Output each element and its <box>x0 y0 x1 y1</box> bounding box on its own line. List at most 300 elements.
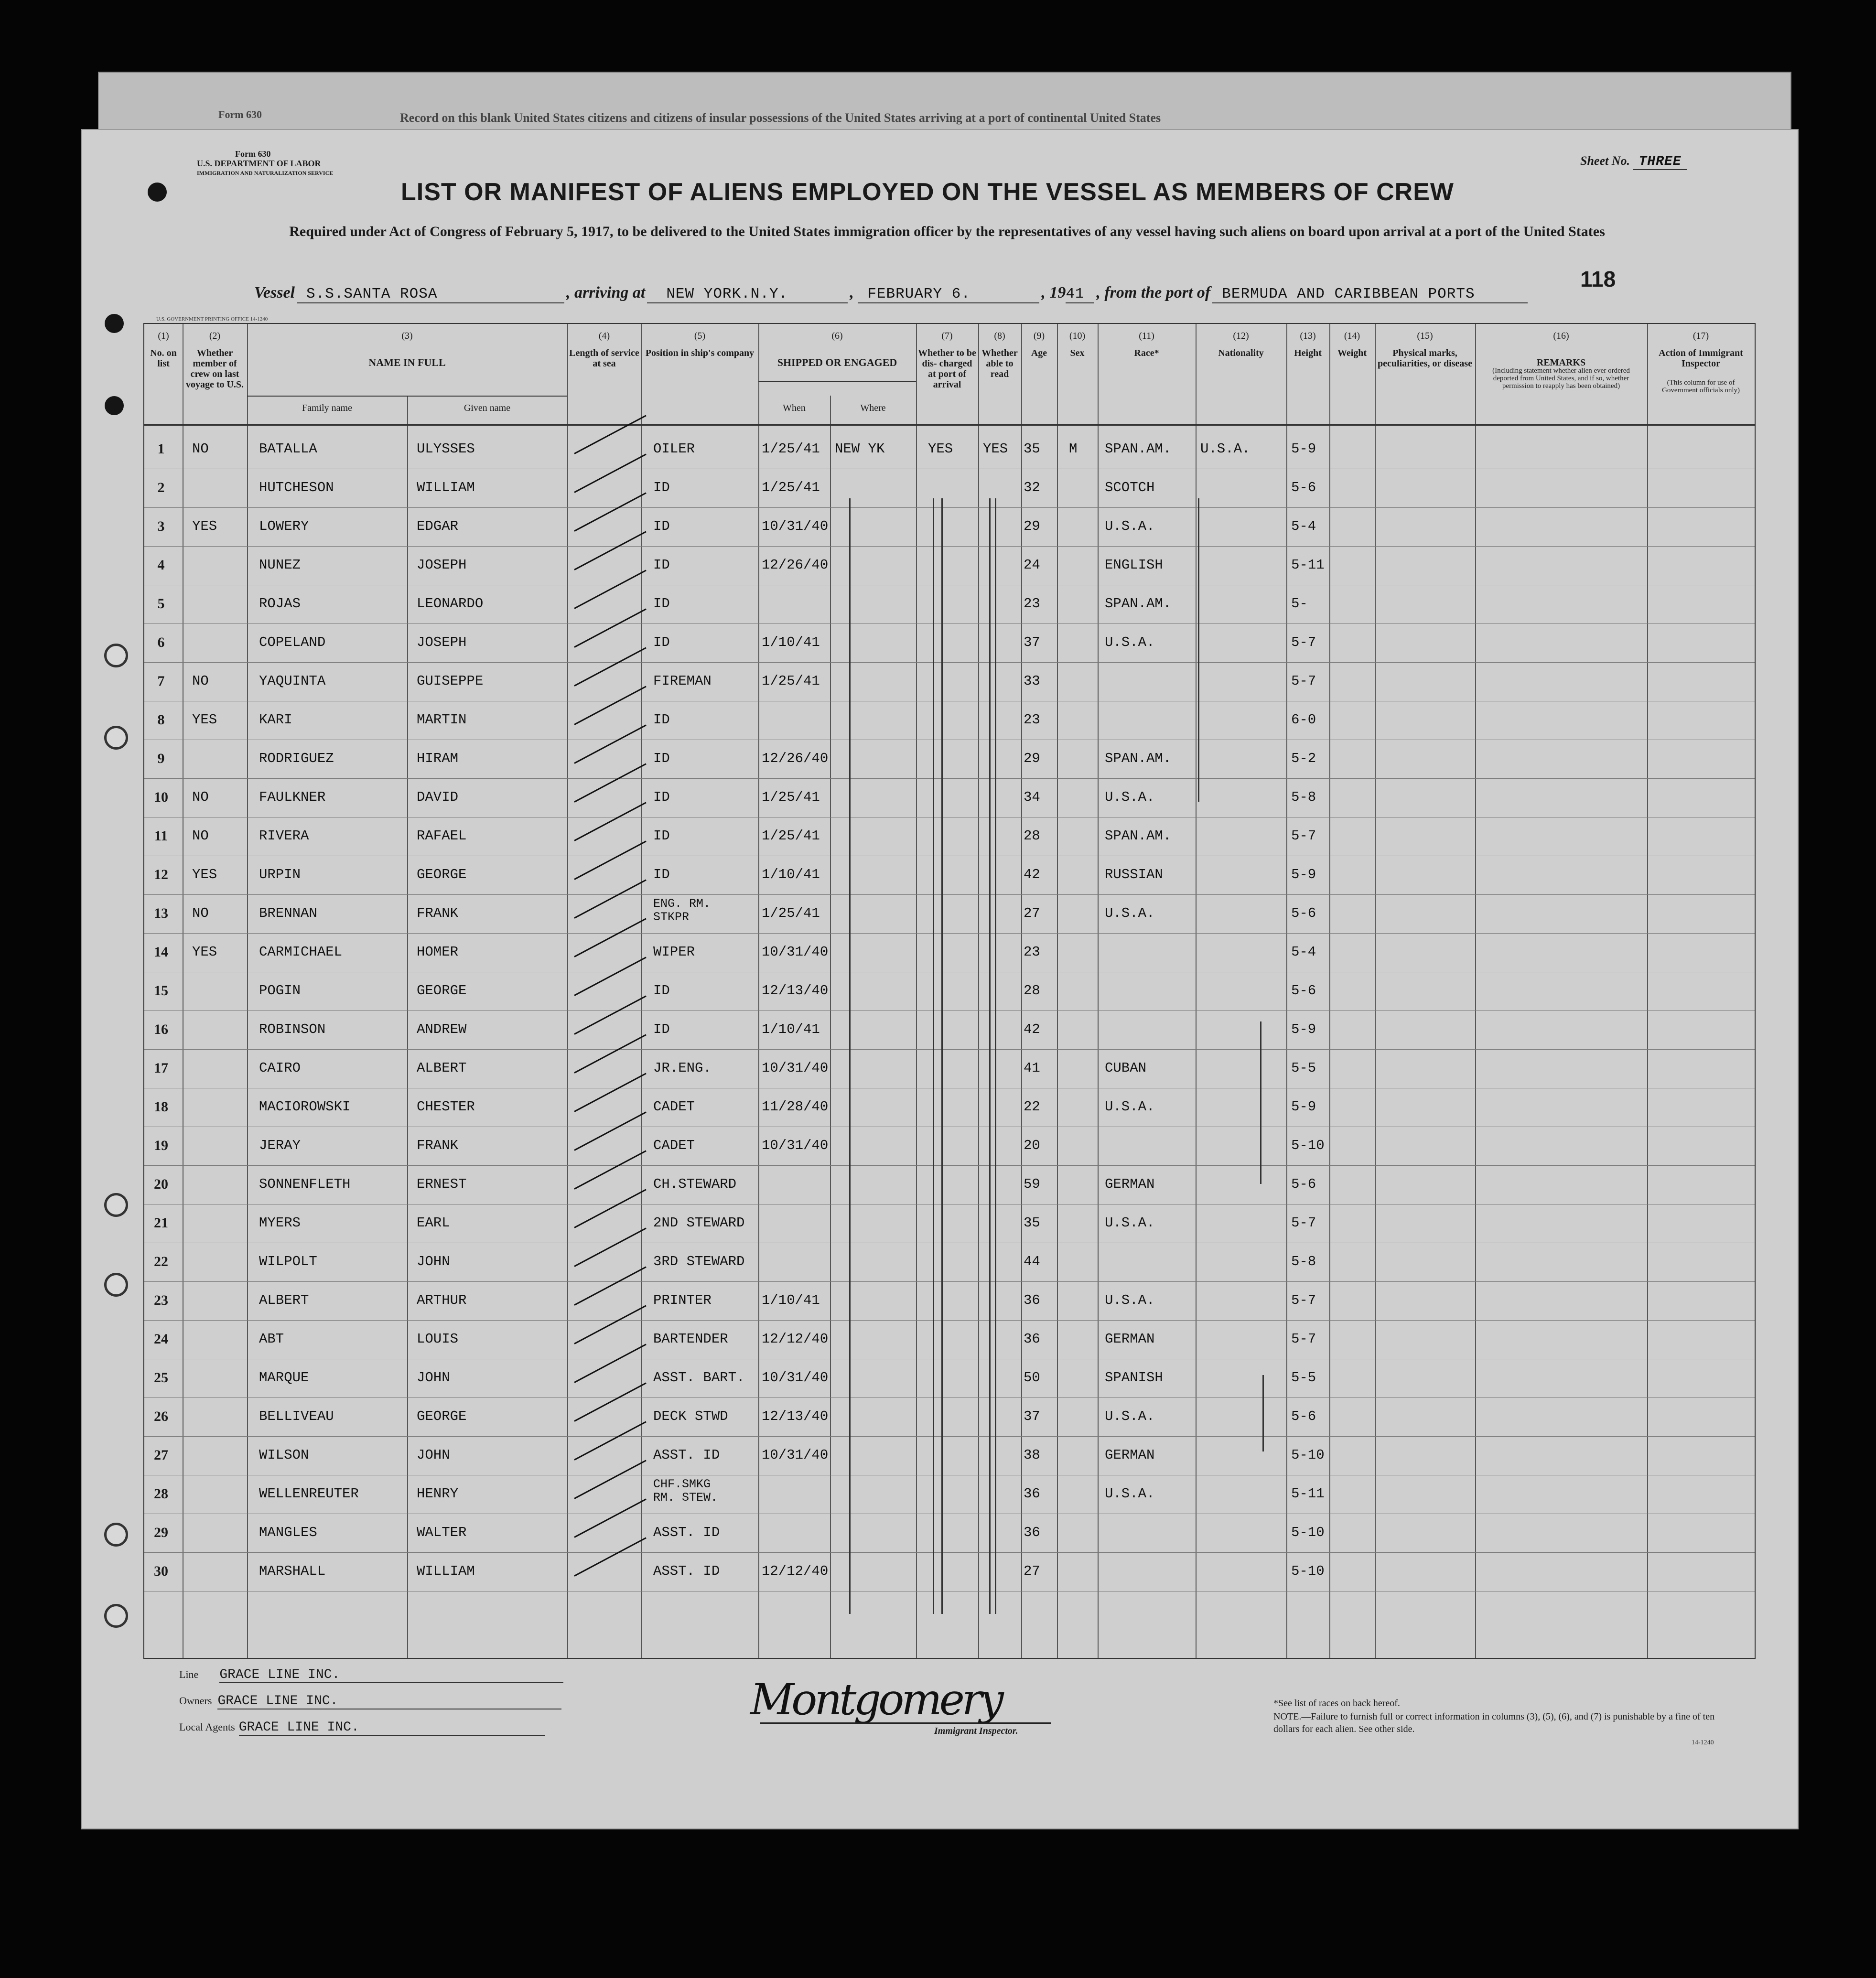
length-of-service-mark <box>574 686 647 725</box>
line-field <box>179 1667 563 1683</box>
age-cell: 37 <box>1024 634 1040 650</box>
form-number: Form 630 <box>235 149 271 159</box>
column-divider <box>1021 324 1022 1658</box>
shipped-when-cell: 12/26/40 <box>762 557 829 573</box>
age-cell: 44 <box>1024 1254 1040 1269</box>
row-divider <box>144 1552 1755 1553</box>
position-cell: ASST. ID <box>653 1563 720 1579</box>
inspector-signature: Montgomery <box>750 1675 1001 1725</box>
row-number: 24 <box>154 1331 168 1347</box>
race-cell: U.S.A. <box>1105 1486 1155 1502</box>
given-name-cell: EDGAR <box>417 518 459 534</box>
column-header-c17: Action of Immigrant Inspector <box>1659 348 1743 369</box>
shipped-when-cell: 12/26/40 <box>762 751 829 766</box>
family-name-cell: HUTCHESON <box>259 480 334 495</box>
given-name-cell: ARTHUR <box>417 1292 467 1308</box>
column-number: (14) <box>1344 331 1360 341</box>
race-cell: U.S.A. <box>1105 1292 1155 1308</box>
length-of-service-mark <box>574 1189 647 1228</box>
row-divider <box>144 662 1755 663</box>
family-name-cell: BATALLA <box>259 441 317 457</box>
age-cell: 22 <box>1024 1099 1040 1115</box>
printing-office: U.S. GOVERNMENT PRINTING OFFICE 14-1240 <box>156 316 268 322</box>
row-divider <box>144 1010 1755 1011</box>
row-divider <box>144 933 1755 934</box>
punch-hole <box>105 396 124 415</box>
length-of-service-mark <box>574 1344 647 1383</box>
row-number: 11 <box>154 828 168 844</box>
row-number: 28 <box>154 1486 168 1502</box>
age-cell: 42 <box>1024 867 1040 882</box>
given-name-cell: GEORGE <box>417 983 467 999</box>
age-cell: 41 <box>1024 1060 1040 1076</box>
family-name-cell: CAIRO <box>259 1060 301 1076</box>
position-cell: ID <box>653 983 670 999</box>
given-name-cell: HIRAM <box>417 751 459 766</box>
given-name-cell: ULYSSES <box>417 441 475 457</box>
age-cell: 42 <box>1024 1021 1040 1037</box>
row-number: 27 <box>154 1447 168 1463</box>
position-cell: ID <box>653 867 670 882</box>
row-number: 9 <box>157 751 165 766</box>
agents-field <box>179 1720 545 1736</box>
shipped-when-cell: 1/10/41 <box>762 634 820 650</box>
column-header-c5: Position in ship's company <box>645 348 755 358</box>
position-cell: ID <box>653 712 670 728</box>
given-name-cell: EARL <box>417 1215 450 1231</box>
row-number: 2 <box>157 480 165 495</box>
given-name-cell: JOHN <box>417 1447 450 1463</box>
column-number: (5) <box>694 331 706 341</box>
signature-line <box>760 1722 1051 1724</box>
length-of-service-mark <box>574 1421 647 1460</box>
race-cell: SPANISH <box>1105 1370 1163 1386</box>
ditto-line <box>989 498 991 1614</box>
column-header-c8: Whether able to read <box>981 348 1018 379</box>
race-cell: SPAN.AM. <box>1105 596 1172 612</box>
height-cell: 5-8 <box>1291 1254 1316 1269</box>
given-name-cell: ERNEST <box>417 1176 467 1192</box>
given-name-cell: ALBERT <box>417 1060 467 1076</box>
race-cell: SPAN.AM. <box>1105 828 1172 844</box>
age-cell: 33 <box>1024 673 1040 689</box>
row-number: 21 <box>154 1215 168 1231</box>
row-number: 16 <box>154 1021 168 1037</box>
column-divider <box>1647 324 1648 1658</box>
age-cell: 28 <box>1024 983 1040 999</box>
length-of-service-mark <box>574 763 647 802</box>
given-name-cell: LEONARDO <box>417 596 484 612</box>
nationality-cell: U.S.A. <box>1200 441 1251 457</box>
given-name-cell: FRANK <box>417 905 459 921</box>
race-cell: U.S.A. <box>1105 905 1155 921</box>
penalty-note: NOTE.—Failure to furnish full or correct information in columns (3), (5), (6), and (7) is punishable by a fine of ten dollars for each alien. See other side. <box>1273 1711 1715 1734</box>
column-header-c16: REMARKS <box>1536 357 1586 368</box>
family-name-cell: BRENNAN <box>259 905 317 921</box>
height-cell: 5-2 <box>1291 751 1316 766</box>
from-port-label: , from the port of <box>1096 284 1211 301</box>
family-name-cell: RIVERA <box>259 828 309 844</box>
column-number: (8) <box>994 331 1005 341</box>
back-header-text: Record on this blank United States citizens and citizens of insular possessions of the United States arriving at a port of continental United States <box>400 111 1161 125</box>
service-name: IMMIGRATION AND NATURALIZATION SERVICE <box>197 170 334 176</box>
shipped-when-cell: 10/31/40 <box>762 944 829 960</box>
shipped-when-cell: 1/25/41 <box>762 441 820 457</box>
binder-ring <box>104 1604 128 1628</box>
row-number: 18 <box>154 1099 168 1115</box>
column-number: (15) <box>1417 331 1433 341</box>
column-number: (3) <box>401 331 413 341</box>
column-header-c6: SHIPPED OR ENGAGED <box>777 356 897 368</box>
age-cell: 36 <box>1024 1486 1040 1502</box>
vessel-line: Vessel S.S.SANTA ROSA , arriving at NEW YORK.N.Y. , FEBRUARY 6. , 1941 , from the port of BERMUDA AND CARIBBEAN PORTS <box>254 284 1528 303</box>
binder-ring <box>104 1523 128 1547</box>
arrival-port: NEW YORK.N.Y. <box>647 286 848 303</box>
family-name-cell: WELLENREUTER <box>259 1486 359 1502</box>
length-of-service-mark <box>574 802 647 841</box>
family-name-cell: ROBINSON <box>259 1021 326 1037</box>
length-of-service-mark <box>574 608 647 647</box>
family-name-cell: ABT <box>259 1331 284 1347</box>
height-cell: 5-11 <box>1291 557 1325 573</box>
row-divider <box>144 778 1755 779</box>
row-divider <box>144 507 1755 508</box>
shipped-when-cell: 1/25/41 <box>762 789 820 805</box>
height-cell: 5-10 <box>1291 1525 1325 1540</box>
family-name-cell: LOWERY <box>259 518 309 534</box>
shipped-when-cell: 1/10/41 <box>762 1021 820 1037</box>
stamp-number: 118 <box>1580 267 1616 291</box>
owners-label: Owners <box>179 1695 212 1707</box>
height-cell: 5-10 <box>1291 1138 1325 1153</box>
header-divider <box>144 424 1755 426</box>
race-cell: RUSSIAN <box>1105 867 1163 882</box>
given-name-cell: JOSEPH <box>417 557 467 573</box>
length-of-service-mark <box>574 918 647 957</box>
given-name-cell: WALTER <box>417 1525 467 1540</box>
family-name-cell: WILSON <box>259 1447 309 1463</box>
position-cell: FIREMAN <box>653 673 712 689</box>
race-cell: U.S.A. <box>1105 518 1155 534</box>
ditto-line <box>849 498 851 1614</box>
family-name-cell: URPIN <box>259 867 301 882</box>
position-cell: ID <box>653 828 670 844</box>
ditto-line <box>1262 1375 1264 1451</box>
column-header-c11: Race* <box>1134 348 1159 358</box>
age-cell: 36 <box>1024 1331 1040 1347</box>
arrival-year: 41 <box>1066 286 1094 303</box>
length-of-service-mark <box>574 1034 647 1073</box>
owners-value: GRACE LINE INC. <box>217 1694 561 1709</box>
prior-voyage-cell: YES <box>192 867 217 882</box>
column-divider <box>1286 324 1287 1658</box>
column-number: (10) <box>1069 331 1086 341</box>
race-cell: U.S.A. <box>1105 1408 1155 1424</box>
age-cell: 34 <box>1024 789 1040 805</box>
binder-ring <box>104 644 128 667</box>
age-cell: 36 <box>1024 1292 1040 1308</box>
position-cell: ASST. ID <box>653 1525 720 1540</box>
ditto-line <box>1198 498 1199 802</box>
given-name-cell: JOHN <box>417 1370 450 1386</box>
column-header-c7: Whether to be dis- charged at port of arrival <box>918 348 976 390</box>
arrival-date: FEBRUARY 6. <box>858 286 1039 303</box>
inspector-subheader: (This column for use of Government officials only) <box>1661 379 1740 394</box>
races-note: *See list of races on back hereof. <box>1273 1698 1400 1709</box>
position-cell: ID <box>653 596 670 612</box>
shipped-when-cell: 1/25/41 <box>762 673 820 689</box>
column-number: (2) <box>209 331 221 341</box>
column-header-c2: Whether member of crew on last voyage to U.S. <box>185 348 244 390</box>
length-of-service-mark <box>574 1073 647 1112</box>
row-number: 13 <box>154 905 168 921</box>
binder-ring <box>104 726 128 750</box>
position-cell: ID <box>653 634 670 650</box>
row-number: 8 <box>157 712 165 728</box>
prior-voyage-cell: YES <box>192 712 217 728</box>
family-name-cell: SONNENFLETH <box>259 1176 351 1192</box>
position-cell: ID <box>653 518 670 534</box>
family-name-cell: BELLIVEAU <box>259 1408 334 1424</box>
race-cell: GERMAN <box>1105 1331 1155 1347</box>
column-header-c4: Length of service at sea <box>569 348 639 369</box>
position-cell: BARTENDER <box>653 1331 728 1347</box>
family-name-cell: MACIOROWSKI <box>259 1099 351 1115</box>
family-name-cell: WILPOLT <box>259 1254 317 1269</box>
remarks-subheader: (Including statement whether alien ever ordered deported from United States, and if so, whether permission to reapply has been obtained) <box>1492 367 1630 390</box>
height-cell: 5-6 <box>1291 1408 1316 1424</box>
height-cell: 5-6 <box>1291 480 1316 495</box>
age-cell: 35 <box>1024 441 1040 457</box>
column-number: (11) <box>1139 331 1154 341</box>
length-of-service-mark <box>574 1266 647 1305</box>
prior-voyage-cell: NO <box>192 789 209 805</box>
age-cell: 29 <box>1024 751 1040 766</box>
position-cell: ID <box>653 557 670 573</box>
length-of-service-mark <box>574 1460 647 1499</box>
height-cell: 5-6 <box>1291 983 1316 999</box>
header-subdivider <box>758 381 916 382</box>
inspector-label: Immigrant Inspector. <box>934 1726 1018 1736</box>
prior-voyage-cell: NO <box>192 828 209 844</box>
position-cell: CH.STEWARD <box>653 1176 737 1192</box>
height-cell: 5-7 <box>1291 673 1316 689</box>
length-of-service-mark <box>574 995 647 1034</box>
position-cell: ID <box>653 1021 670 1037</box>
ditto-line <box>941 498 943 1614</box>
column-header-c9: Age <box>1031 348 1047 358</box>
column-header-c12: Nationality <box>1218 348 1264 358</box>
length-of-service-mark <box>574 1150 647 1189</box>
prior-voyage-cell: NO <box>192 673 209 689</box>
column-header-c10: Sex <box>1070 348 1085 358</box>
column-divider <box>916 324 917 1658</box>
length-of-service-mark <box>574 1498 647 1537</box>
sheet-number-label: Sheet No. <box>1580 154 1630 168</box>
age-cell: 59 <box>1024 1176 1040 1192</box>
length-of-service-mark <box>574 1382 647 1421</box>
given-name-cell: CHESTER <box>417 1099 475 1115</box>
family-name-cell: NUNEZ <box>259 557 301 573</box>
punch-hole <box>148 183 167 202</box>
column-divider <box>1057 324 1058 1658</box>
length-of-service-mark <box>574 840 647 880</box>
binder-ring <box>104 1193 128 1217</box>
vessel-name: S.S.SANTA ROSA <box>297 286 564 303</box>
family-name-cell: MYERS <box>259 1215 301 1231</box>
age-cell: 37 <box>1024 1408 1040 1424</box>
row-number: 4 <box>157 557 165 573</box>
shipped-when-cell: 12/13/40 <box>762 1408 829 1424</box>
row-number: 22 <box>154 1254 168 1269</box>
position-cell: ID <box>653 480 670 495</box>
row-divider <box>144 1320 1755 1321</box>
length-of-service-mark <box>574 415 647 454</box>
row-number: 20 <box>154 1176 168 1192</box>
length-of-service-mark <box>574 570 647 609</box>
row-divider <box>144 546 1755 547</box>
ditto-line <box>933 498 934 1614</box>
given-name-cell: WILLIAM <box>417 480 475 495</box>
height-cell: 6-0 <box>1291 712 1316 728</box>
prior-voyage-cell: NO <box>192 441 209 457</box>
line-value: GRACE LINE INC. <box>219 1667 563 1683</box>
age-cell: 35 <box>1024 1215 1040 1231</box>
length-of-service-mark <box>574 1227 647 1267</box>
row-divider <box>144 1165 1755 1166</box>
able-to-read-cell: YES <box>983 441 1008 457</box>
height-cell: 5-9 <box>1291 1099 1316 1115</box>
shipped-when-cell: 12/12/40 <box>762 1331 829 1347</box>
given-name-cell: GEORGE <box>417 867 467 882</box>
given-name-cell: LOUIS <box>417 1331 459 1347</box>
height-cell: 5-11 <box>1291 1486 1325 1502</box>
column-header-c13: Height <box>1294 348 1322 358</box>
position-cell: JR.ENG. <box>653 1060 712 1076</box>
length-of-service-mark <box>574 531 647 570</box>
shipped-when-cell: 11/28/40 <box>762 1099 829 1115</box>
ditto-line <box>995 498 996 1614</box>
family-name-cell: FAULKNER <box>259 789 326 805</box>
when-header: When <box>783 403 806 413</box>
arriving-label: , arriving at <box>566 284 646 301</box>
height-cell: 5-8 <box>1291 789 1316 805</box>
row-number: 17 <box>154 1060 168 1076</box>
race-cell: GERMAN <box>1105 1176 1155 1192</box>
height-cell: 5-4 <box>1291 944 1316 960</box>
height-cell: 5-7 <box>1291 1215 1316 1231</box>
position-cell: CHF.SMKG RM. STEW. <box>653 1477 718 1505</box>
given-name-cell: JOSEPH <box>417 634 467 650</box>
length-of-service-mark <box>574 957 647 996</box>
age-cell: 36 <box>1024 1525 1040 1540</box>
height-cell: 5-9 <box>1291 441 1316 457</box>
column-divider <box>978 324 979 1658</box>
shipped-when-cell: 12/12/40 <box>762 1563 829 1579</box>
shipped-when-cell: 12/13/40 <box>762 983 829 999</box>
owners-field <box>179 1694 561 1709</box>
family-name-cell: ALBERT <box>259 1292 309 1308</box>
column-divider <box>758 324 759 1658</box>
position-cell: ASST. ID <box>653 1447 720 1463</box>
agents-value: GRACE LINE INC. <box>239 1720 545 1736</box>
given-name-cell: RAFAEL <box>417 828 467 844</box>
column-header-c3: NAME IN FULL <box>368 356 446 368</box>
column-divider <box>247 324 248 1658</box>
row-number: 25 <box>154 1370 168 1386</box>
height-cell: 5-7 <box>1291 634 1316 650</box>
height-cell: 5-6 <box>1291 905 1316 921</box>
race-cell: U.S.A. <box>1105 789 1155 805</box>
height-cell: 5-5 <box>1291 1370 1316 1386</box>
column-divider <box>1375 324 1376 1658</box>
row-number: 1 <box>157 441 165 457</box>
from-port: BERMUDA AND CARIBBEAN PORTS <box>1212 286 1528 303</box>
height-cell: 5-10 <box>1291 1563 1325 1579</box>
length-of-service-mark <box>574 492 647 531</box>
punch-hole <box>105 314 124 333</box>
race-cell: U.S.A. <box>1105 1099 1155 1115</box>
position-cell: CADET <box>653 1138 695 1153</box>
column-number: (16) <box>1553 331 1569 341</box>
age-cell: 27 <box>1024 1563 1040 1579</box>
position-cell: OILER <box>653 441 695 457</box>
position-cell: ID <box>653 751 670 766</box>
shipped-when-cell: 10/31/40 <box>762 1138 829 1153</box>
row-divider <box>144 1049 1755 1050</box>
column-header-c1: No. on list <box>150 348 177 369</box>
column-number: (13) <box>1300 331 1316 341</box>
column-divider <box>1196 324 1197 1658</box>
sheet-number-value: THREE <box>1633 154 1687 170</box>
height-cell: 5-7 <box>1291 1331 1316 1347</box>
given-name-cell: WILLIAM <box>417 1563 475 1579</box>
column-number: (6) <box>831 331 843 341</box>
shipped-when-cell: 1/25/41 <box>762 828 820 844</box>
position-cell: CADET <box>653 1099 695 1115</box>
race-cell: SCOTCH <box>1105 480 1155 495</box>
column-number: (12) <box>1233 331 1249 341</box>
height-cell: 5-9 <box>1291 867 1316 882</box>
position-cell: ASST. BART. <box>653 1370 745 1386</box>
sheet-number <box>1580 154 1687 170</box>
ditto-line <box>1260 1021 1261 1184</box>
length-of-service-mark <box>574 453 647 493</box>
position-cell: WIPER <box>653 944 695 960</box>
binder-ring <box>104 1273 128 1297</box>
column-number: (4) <box>598 331 610 341</box>
age-cell: 23 <box>1024 712 1040 728</box>
height-cell: 5-7 <box>1291 828 1316 844</box>
height-cell: 5-7 <box>1291 1292 1316 1308</box>
age-cell: 27 <box>1024 905 1040 921</box>
column-number: (17) <box>1693 331 1709 341</box>
age-cell: 38 <box>1024 1447 1040 1463</box>
position-cell: ENG. RM. STKPR <box>653 897 711 924</box>
height-cell: 5-5 <box>1291 1060 1316 1076</box>
position-cell: 2ND STEWARD <box>653 1215 745 1231</box>
age-cell: 29 <box>1024 518 1040 534</box>
family-name-cell: JERAY <box>259 1138 301 1153</box>
column-divider <box>1329 324 1330 1658</box>
column-header-c15: Physical marks, peculiarities, or disease <box>1378 348 1472 369</box>
department-name: U.S. DEPARTMENT OF LABOR <box>197 159 321 168</box>
family-name-cell: MARQUE <box>259 1370 309 1386</box>
row-divider <box>144 1281 1755 1282</box>
race-cell: SPAN.AM. <box>1105 751 1172 766</box>
length-of-service-mark <box>574 879 647 918</box>
shipped-when-cell: 10/31/40 <box>762 1447 829 1463</box>
